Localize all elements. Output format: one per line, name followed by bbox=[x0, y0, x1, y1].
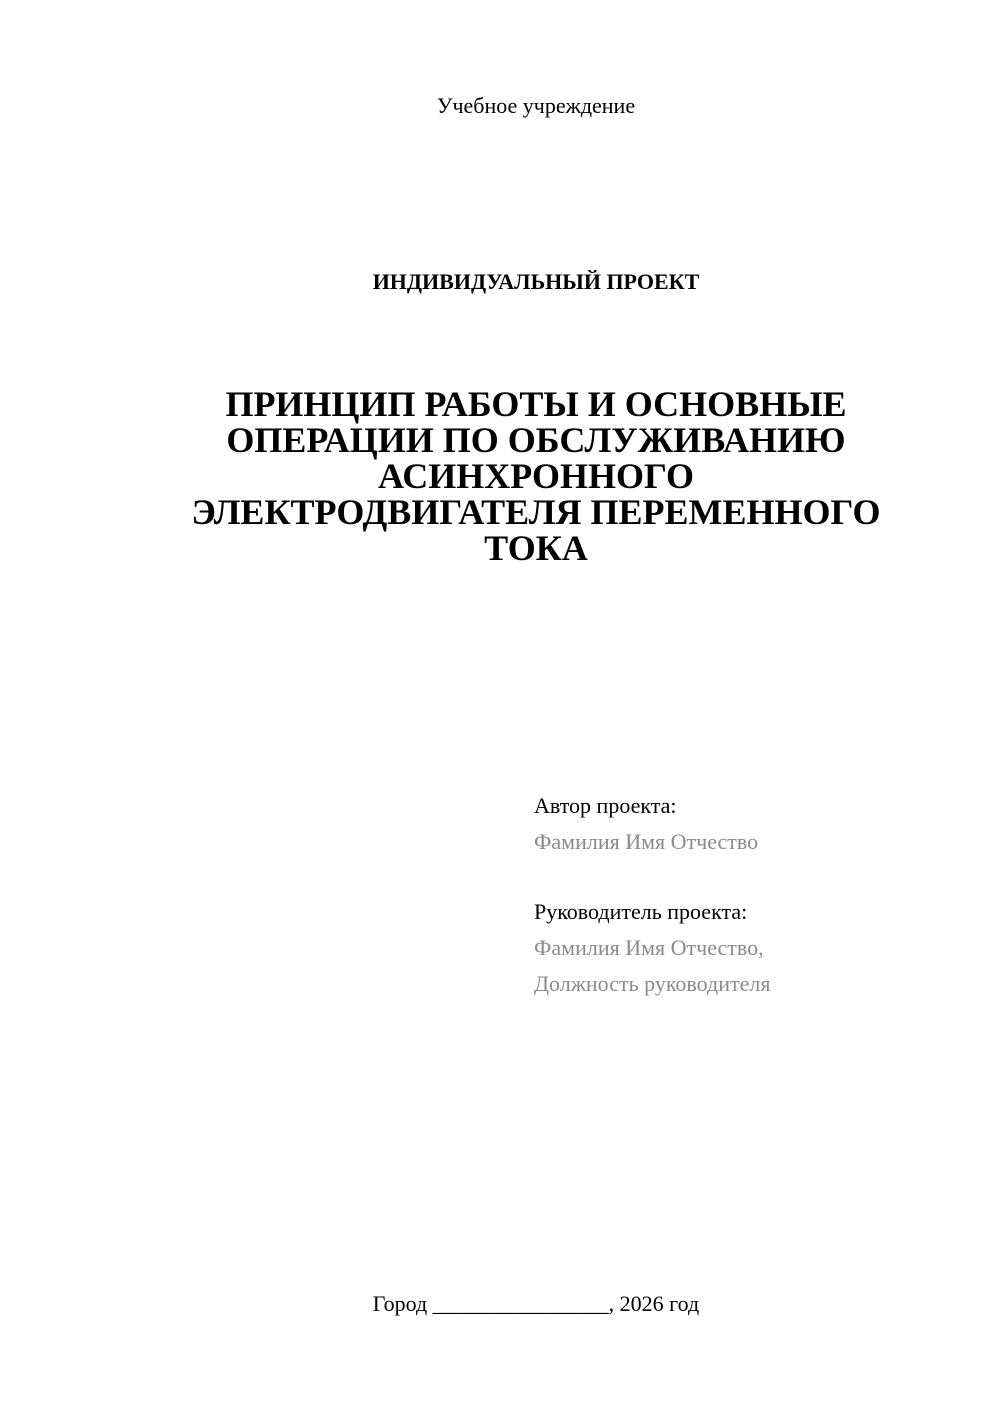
project-people bbox=[534, 788, 974, 1002]
supervisor-label: Руководитель проекта: bbox=[534, 899, 748, 924]
city-year-line: Город ________________, 2026 год bbox=[372, 1291, 700, 1316]
title-line-5: ТОКА bbox=[484, 528, 588, 568]
project-title bbox=[100, 386, 972, 566]
document-type: ИНДИВИДУАЛЬНЫЙ ПРОЕКТ bbox=[372, 269, 700, 294]
supervisor-name: Фамилия Имя Отчество, bbox=[534, 935, 764, 960]
title-line-2: ОПЕРАЦИИ ПО ОБСЛУЖИВАНИЮ bbox=[226, 420, 846, 460]
supervisor-position: Должность руководителя bbox=[534, 971, 771, 996]
title-line-4: ЭЛЕКТРОДВИГАТЕЛЯ ПЕРЕМЕННОГО bbox=[191, 492, 881, 532]
title-line-1: ПРИНЦИП РАБОТЫ И ОСНОВНЫЕ bbox=[225, 384, 847, 424]
institution-name: Учебное учреждение bbox=[436, 93, 636, 118]
author-name: Фамилия Имя Отчество bbox=[534, 829, 759, 854]
title-line-3: АСИНХРОННОГО bbox=[377, 456, 694, 496]
spacer bbox=[534, 860, 974, 894]
author-label: Автор проекта: bbox=[534, 793, 677, 818]
